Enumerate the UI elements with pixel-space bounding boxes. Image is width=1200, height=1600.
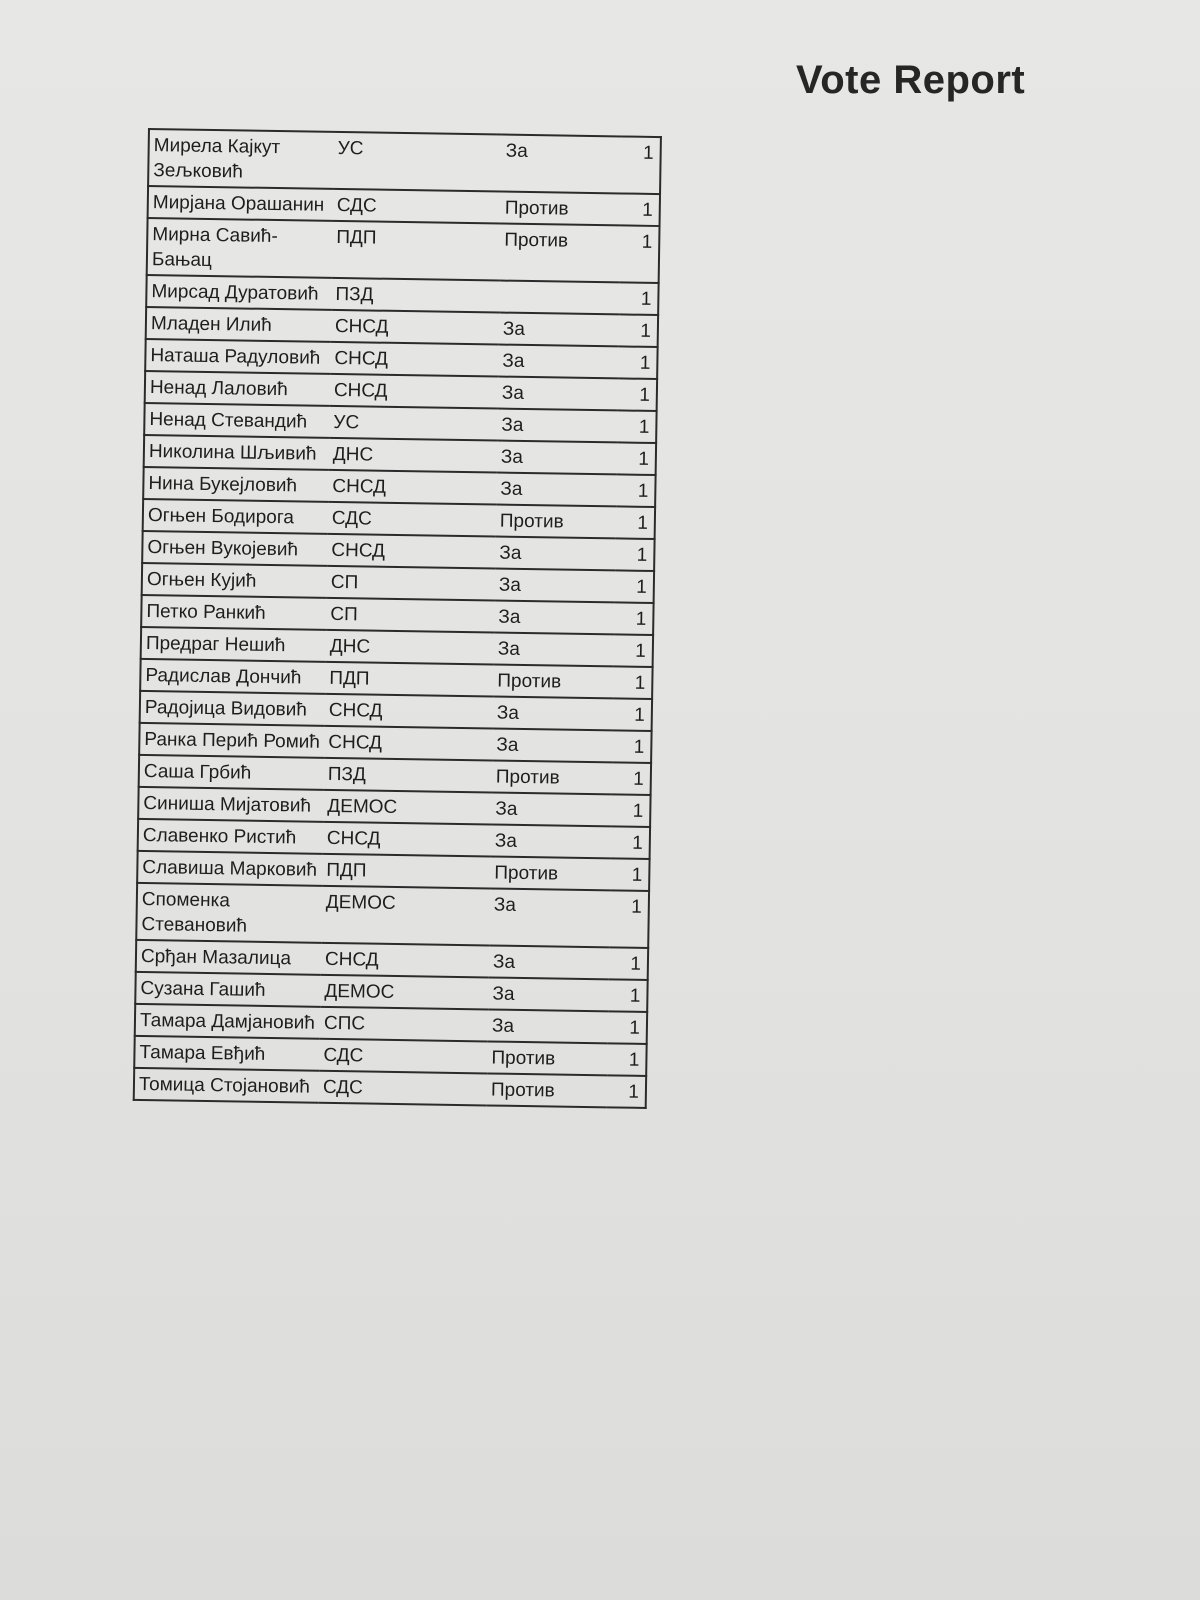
vote-count: 1 (617, 442, 656, 475)
member-name: Младен Илић (146, 307, 331, 342)
party-name: СНСД (324, 726, 492, 761)
party-name: ДНС (326, 630, 494, 665)
report-title: Vote Report (796, 58, 1026, 102)
vote-table-body (134, 129, 661, 1108)
vote-value: За (497, 409, 617, 443)
vote-value: За (491, 792, 611, 826)
vote-count: 1 (607, 1075, 646, 1108)
vote-count: 1 (615, 570, 654, 603)
vote-value: За (495, 569, 615, 603)
member-name: Мирела Кајкут Зељковић (148, 129, 334, 189)
table-row (136, 883, 649, 948)
vote-count: 1 (613, 666, 652, 699)
member-name: Ненад Лаловић (145, 371, 330, 406)
vote-value: Против (496, 505, 616, 539)
vote-value: За (493, 696, 613, 730)
member-name: Николина Шљивић (144, 435, 329, 470)
vote-value: Против (490, 856, 610, 890)
party-name: УС (329, 406, 497, 441)
vote-table-wrapper (133, 128, 656, 1109)
vote-count: 1 (612, 762, 651, 795)
vote-count: 1 (612, 730, 651, 763)
vote-value: За (496, 473, 616, 507)
member-name: Огњен Бодирога (143, 499, 328, 534)
vote-count: 1 (615, 538, 654, 571)
vote-value: За (494, 632, 614, 666)
party-name: СПС (320, 1007, 488, 1042)
vote-count: 1 (616, 506, 655, 539)
vote-count: 1 (620, 225, 660, 283)
vote-value: Против (501, 192, 621, 226)
vote-value: Против (493, 664, 613, 698)
vote-value: За (501, 135, 622, 194)
vote-count: 1 (609, 947, 648, 980)
vote-value: За (499, 313, 619, 347)
vote-count: 1 (619, 314, 658, 347)
vote-count: 1 (609, 890, 649, 948)
vote-value: За (488, 1009, 608, 1043)
table-row (147, 218, 660, 283)
member-name: Тамара Дамјановић (135, 1004, 320, 1039)
table-row (148, 129, 661, 194)
vote-value: За (495, 537, 615, 571)
party-name: СНСД (321, 943, 489, 978)
vote-count: 1 (621, 193, 660, 226)
vote-count: 1 (607, 1043, 646, 1076)
party-name: ДЕМОС (323, 790, 491, 825)
vote-count: 1 (613, 698, 652, 731)
vote-count: 1 (619, 282, 658, 315)
party-name: ПЗД (324, 758, 492, 793)
member-name: Радислав Дончић (140, 659, 325, 694)
table-row (134, 1068, 646, 1108)
party-name: СНСД (327, 534, 495, 569)
party-name: ПЗД (331, 278, 499, 313)
vote-value: За (492, 728, 612, 762)
party-name: СДС (319, 1039, 487, 1074)
party-name: ДЕМОС (320, 975, 488, 1010)
party-name: ПДП (332, 221, 501, 281)
vote-count: 1 (614, 634, 653, 667)
member-name: Ненад Стевандић (144, 403, 329, 438)
member-name: Петко Ранкић (141, 595, 326, 630)
vote-value: За (489, 945, 609, 979)
vote-count: 1 (618, 378, 657, 411)
party-name: СНСД (323, 822, 491, 857)
vote-value: За (489, 888, 610, 947)
member-name: Саша Грбић (139, 755, 324, 790)
vote-count: 1 (611, 794, 650, 827)
vote-count: 1 (608, 979, 647, 1012)
member-name: Тамара Евђић (134, 1036, 319, 1071)
member-name: Мирна Савић-Бањац (147, 218, 333, 278)
vote-count: 1 (616, 474, 655, 507)
member-name: Синиша Мијатовић (138, 787, 323, 822)
member-name: Огњен Кујић (142, 563, 327, 598)
vote-count: 1 (614, 602, 653, 635)
member-name: Мирјана Орашанин (148, 186, 333, 221)
vote-value: За (498, 345, 618, 379)
party-name: СП (326, 598, 494, 633)
member-name: Наташа Радуловић (145, 339, 330, 374)
member-name: Славенко Ристић (138, 819, 323, 854)
party-name: СДС (328, 502, 496, 537)
member-name: Огњен Вукојевић (142, 531, 327, 566)
party-name: СНСД (330, 374, 498, 409)
party-name: ПДП (325, 662, 493, 697)
party-name: СДС (319, 1071, 487, 1106)
vote-value: Против (487, 1041, 607, 1075)
party-name: СНСД (325, 694, 493, 729)
vote-table (133, 128, 662, 1109)
party-name: ПДП (322, 854, 490, 889)
vote-value: Против (500, 224, 621, 283)
party-name: СДС (333, 189, 501, 224)
party-name: СНСД (328, 470, 496, 505)
party-name: СНСД (330, 342, 498, 377)
member-name: Сузана Гашић (135, 972, 320, 1007)
party-name: УС (333, 132, 502, 192)
party-name: ДЕМОС (321, 886, 490, 946)
vote-value: Против (492, 760, 612, 794)
member-name: Споменка Стевановић (136, 883, 322, 943)
party-name: ДНС (329, 438, 497, 473)
vote-value: Против (487, 1073, 607, 1107)
member-name: Мирсад Дуратовић (146, 275, 331, 310)
vote-value: За (497, 441, 617, 475)
member-name: Славиша Марковић (137, 851, 322, 886)
vote-count: 1 (610, 858, 649, 891)
member-name: Срђан Мазалица (136, 940, 321, 975)
member-name: Предраг Нешић (141, 627, 326, 662)
vote-value: За (488, 977, 608, 1011)
vote-count: 1 (618, 346, 657, 379)
member-name: Томица Стојановић (134, 1068, 319, 1103)
vote-count: 1 (617, 410, 656, 443)
vote-count: 1 (611, 826, 650, 859)
member-name: Ранка Перић Ромић (139, 723, 324, 758)
member-name: Радојица Видовић (140, 691, 325, 726)
vote-value: За (494, 601, 614, 635)
member-name: Нина Букејловић (143, 467, 328, 502)
vote-value: За (491, 824, 611, 858)
party-name: СП (327, 566, 495, 601)
vote-count: 1 (608, 1011, 647, 1044)
vote-value: За (498, 377, 618, 411)
vote-value (499, 281, 619, 315)
party-name: СНСД (331, 310, 499, 345)
vote-count: 1 (621, 136, 661, 194)
